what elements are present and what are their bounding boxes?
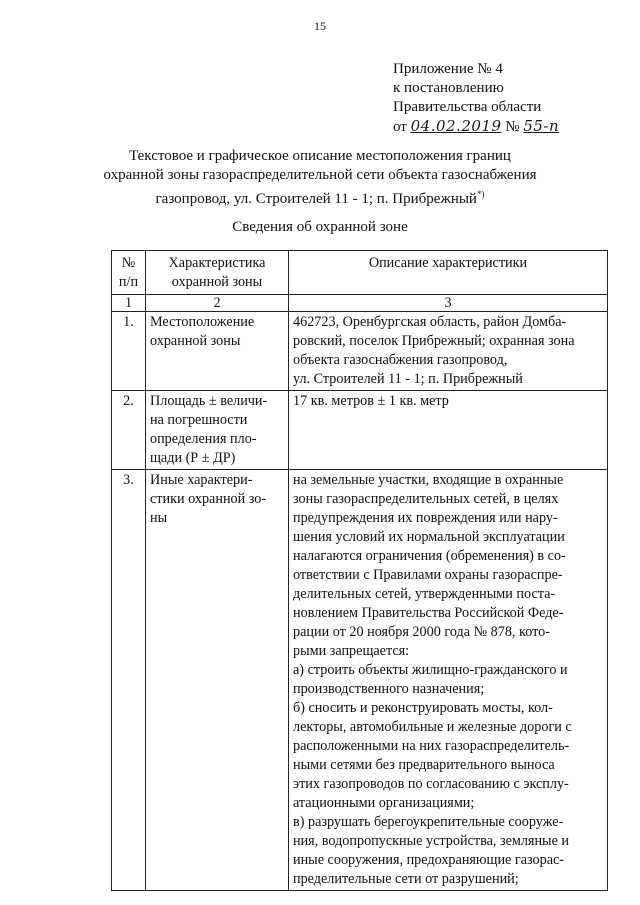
header-cell-number [112,251,146,295]
description-line: пределительные сети от разрушений; [293,871,519,887]
row-number-cell: 3. [112,470,146,891]
description-line: в) разрушать берегоукрепительные сооруже- [293,814,564,830]
table-row [112,312,608,391]
description-line: предупреждения их повреждения или нару- [293,510,558,526]
description-line: ровский, поселок Прибрежный; охранная зона [293,333,575,349]
header-number-line-1: № [121,255,136,271]
section-heading: Сведения об охранной зоне [232,219,408,235]
table-row [112,391,608,470]
table-row [112,470,608,891]
row-number-cell: 2. [112,391,146,470]
header-characteristic-line-1: Характеристика [168,255,266,271]
description-line: а) строить объекты жилищно-гражданского и [293,662,568,678]
characteristic-line: на погрешности [150,412,248,428]
appendix-header [393,60,559,137]
description-line: на земельные участки, входящие в охранные [293,472,564,488]
description-line: рации от 20 ноября 2000 года № 878, кото- [293,624,550,640]
characteristic-cell [146,391,289,470]
description-line: производственного назначения; [293,681,485,697]
characteristic-line: щади (Р ± ДР) [150,450,236,466]
description-line: зоны газораспределительных сетей, в целях [293,491,559,507]
description-cell [289,312,608,391]
description-line: лекторы, автомобильные и железные дороги с [293,719,572,735]
characteristic-cell [146,312,289,391]
description-cell [289,391,608,470]
table-body [112,312,608,891]
description-line: ными сетями без предварительного выноса [293,757,555,773]
document-title [60,147,580,209]
header-number-line-2: п/п [118,274,139,290]
description-line: ул. Строителей 11 - 1; п. Прибрежный [293,371,523,387]
description-line: 17 кв. метров ± 1 кв. метр [293,393,449,409]
column-number-2: 2 [146,295,289,312]
characteristic-line: определения пло- [150,431,257,447]
appendix-line-2: к постановлению [393,80,504,96]
description-line: налагаются ограничения (обременения) в со- [293,548,566,564]
appendix-from-label: от [393,119,407,135]
appendix-date-line [393,117,559,137]
footnote-mark: *) [476,189,485,199]
title-line-1: Текстовое и графическое описание местоположения границ [129,148,511,164]
appendix-number-label: № [505,119,520,135]
table-column-numbers-row [112,295,608,312]
characteristic-cell [146,470,289,891]
title-line-3 [60,185,580,209]
appendix-line-1: Приложение № 4 [393,61,503,77]
table-header-row [112,251,608,295]
appendix-line-3: Правительства области [393,99,542,115]
column-number-3: 3 [289,295,608,312]
row-number-cell: 1. [112,312,146,391]
description-line: атационными организациями; [293,795,475,811]
characteristic-line: Иные характери- [150,472,253,488]
title-line-2: охранной зоны газораспределительной сети объекта газоснабжения [103,167,537,183]
characteristic-line: Площадь ± величи- [150,393,268,409]
description-line: этих газопроводов по согласованию с эксплу- [293,776,569,792]
zone-info-table [111,250,608,891]
handwritten-number: 55-п [523,117,560,135]
description-line: 462723, Оренбургская область, район Домба- [293,314,567,330]
description-line: шения условий их нормальной эксплуатации [293,529,565,545]
handwritten-date: 04.02.2019 [410,117,502,135]
description-cell [289,470,608,891]
title-line-3-text: газопровод, ул. Строителей 11 - 1; п. Прибрежный [155,191,477,207]
characteristic-line: Местоположение [150,314,255,330]
description-line: делительных сетей, утвержденными поста- [293,586,556,602]
header-cell-description: Описание характеристики [289,251,608,295]
description-line: б) сносить и реконструировать мосты, кол- [293,700,553,716]
characteristic-line: стики охранной зо- [150,491,267,507]
description-line: ответствии с Правилами охраны газораспре- [293,567,563,583]
description-line: ния, водопропускные устройства, земляные и [293,833,570,849]
header-cell-characteristic [146,251,289,295]
description-line: рыми запрещается: [293,643,410,659]
characteristic-line: ны [150,510,168,526]
description-line: объекта газоснабжения газопровод, [293,352,508,368]
characteristic-line: охранной зоны [150,333,241,349]
description-line: новлением Правительства Российской Феде- [293,605,564,621]
column-number-1: 1 [112,295,146,312]
description-line: расположенными на них газораспределитель- [293,738,570,754]
description-line: иные сооружения, предохраняющие газорас- [293,852,565,868]
page-number: 15 [314,19,326,33]
header-characteristic-line-2: охранной зоны [171,274,263,290]
